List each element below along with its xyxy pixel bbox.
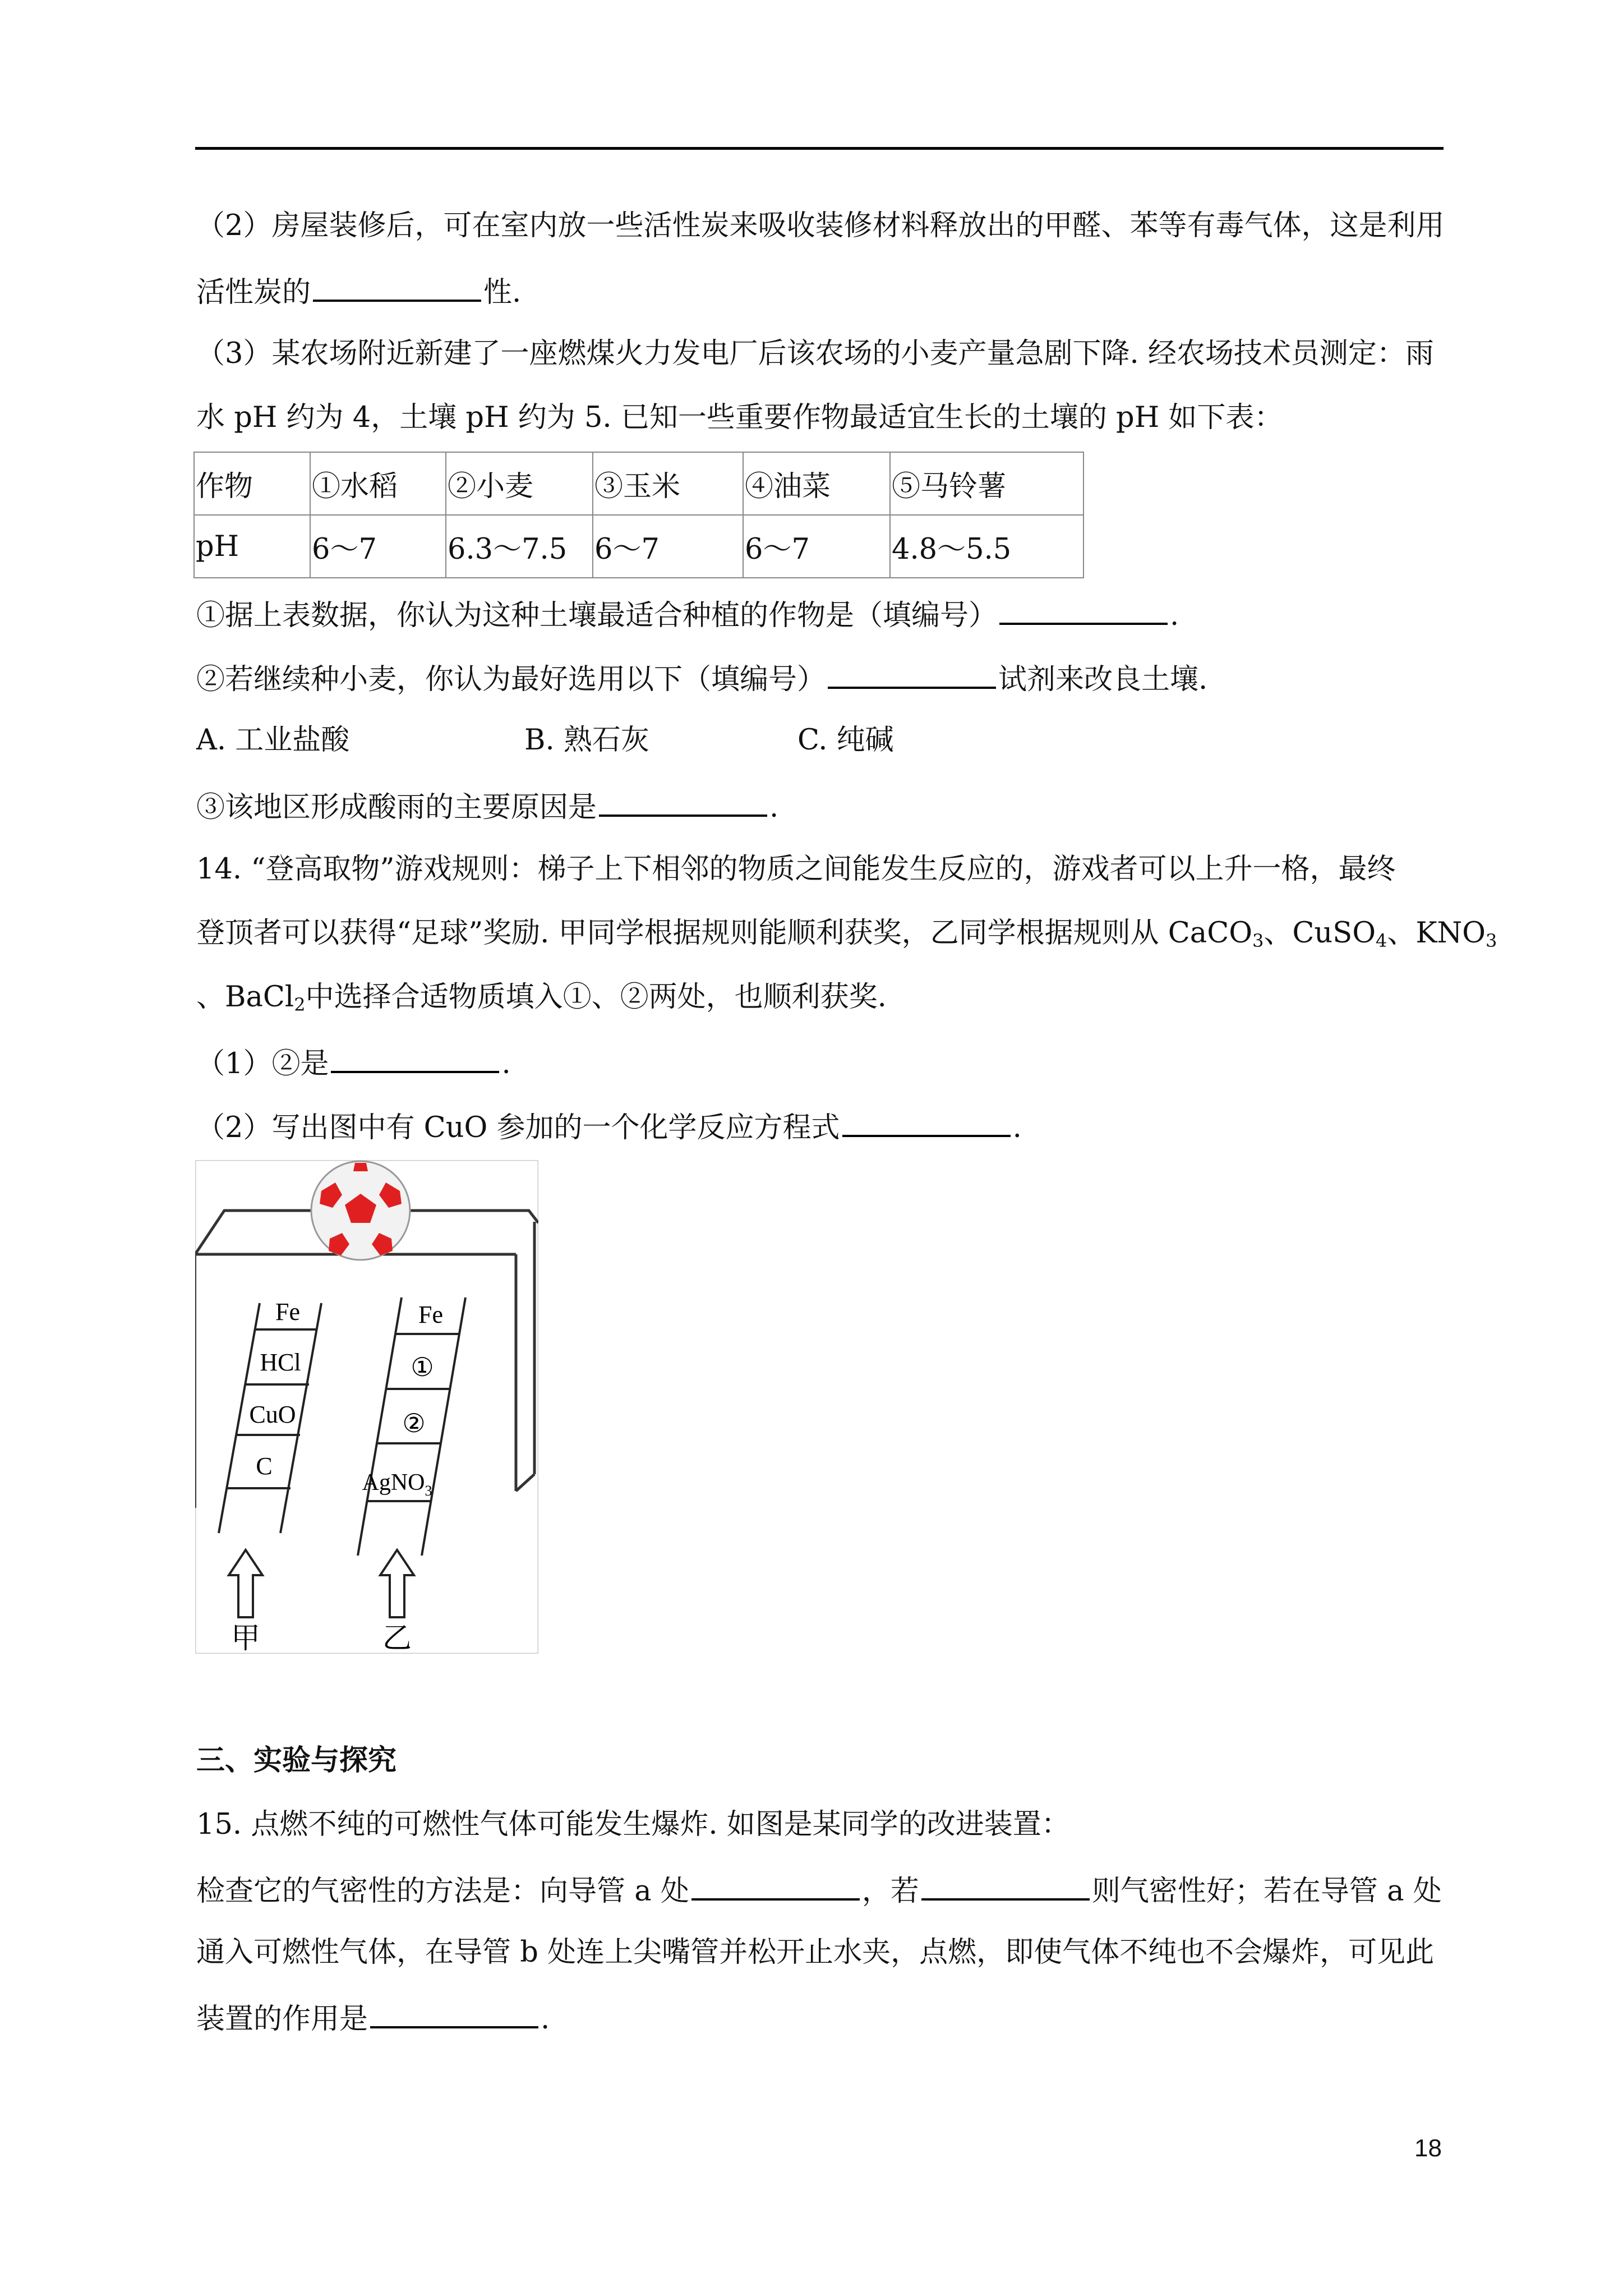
table-cell: ③玉米 (593, 452, 743, 515)
q15-line1: 15. 点燃不纯的可燃性气体可能发生爆炸. 如图是某同学的改进装置： (196, 1808, 1070, 1841)
answer-blank[interactable] (828, 657, 996, 689)
table-cell: 6～7 (593, 515, 743, 578)
answer-blank[interactable] (313, 270, 481, 302)
ladder-label: AgNO$_3$ (362, 1470, 432, 1499)
person-label: 乙 (382, 1622, 412, 1654)
table-cell: 4.8～5.5 (890, 515, 1083, 578)
q14-sub2: （2）写出图中有 CuO 参加的一个化学反应方程式 . (196, 1106, 1022, 1148)
q15-line4: 装置的作用是 . (196, 1997, 550, 2039)
table-cell: ⑤马铃薯 (890, 452, 1083, 515)
answer-blank[interactable] (842, 1106, 1011, 1137)
q13-sub1: ①据上表数据，你认为这种土壤最适合种植的作物是（填编号） . (196, 593, 1179, 636)
answer-blank[interactable] (599, 785, 767, 817)
ph-table (193, 452, 1084, 578)
table-cell: 6～7 (310, 515, 446, 578)
person-label: 甲 (230, 1622, 261, 1654)
soccer-ball-icon (311, 1161, 410, 1260)
table-row (194, 515, 1083, 578)
answer-blank[interactable] (921, 1869, 1090, 1901)
q14-line2: 登顶者可以获得“足球”奖励. 甲同学根据规则能顺利获奖，乙同学根据规则从 CaCO$_3$、CuSO$_4$、$KNO_3$ (196, 917, 1497, 951)
table-cell: ①水稻 (310, 452, 446, 515)
answer-blank[interactable] (691, 1869, 860, 1901)
q13-p3-line2: 水 pH 约为 4，土壤 pH 约为 5. 已知一些重要作物最适宜生长的土壤的 pH 如下表： (196, 401, 1283, 434)
ladder-label: Fe (275, 1298, 300, 1326)
table-cell: pH (194, 515, 310, 578)
table-row (194, 452, 1083, 515)
header-rule (195, 147, 1444, 150)
option-a: A. 工业盐酸 (196, 724, 350, 757)
q13-sub3: ③该地区形成酸雨的主要原因是 . (196, 785, 778, 827)
table-cell: ④油菜 (743, 452, 890, 515)
table-cell: 作物 (194, 452, 310, 515)
q14-line1: 14. “登高取物”游戏规则：梯子上下相邻的物质之间能发生反应的，游戏者可以上升一格，最终 (196, 853, 1396, 886)
table-cell: ②小麦 (446, 452, 593, 515)
answer-blank[interactable] (331, 1042, 499, 1073)
option-b: B. 熟石灰 (524, 724, 649, 757)
ladder-label: Fe (418, 1301, 443, 1328)
ladder-label: ① (411, 1352, 434, 1382)
table-cell: 6.3～7.5 (446, 515, 593, 578)
table-cell: 6～7 (743, 515, 890, 578)
section-heading: 三、实验与探究 (196, 1744, 397, 1777)
q13-p2-line1: （2）房屋装修后，可在室内放一些活性炭来吸收装修材料释放出的甲醛、苯等有毒气体，这是利用 (196, 209, 1445, 242)
ladder-game-figure (195, 1160, 538, 1654)
option-c: C. 纯碱 (797, 724, 894, 757)
answer-blank[interactable] (370, 1997, 538, 2028)
q14-sub1: （1）②是 . (196, 1042, 511, 1084)
ladder-label: C (256, 1452, 273, 1480)
page-number: 18 (1414, 2134, 1442, 2162)
q13-p2-line2: 活性炭的 性. (196, 270, 521, 312)
q15-line2: 检查它的气密性的方法是：向导管 a 处 ，若 则气密性好；若在导管 a 处 (196, 1869, 1442, 1911)
ladder-label: ② (402, 1408, 426, 1438)
q13-p3-line1: （3）某农场附近新建了一座燃煤火力发电厂后该农场的小麦产量急剧下降. 经农场技术员测定：雨 (196, 337, 1434, 370)
answer-blank[interactable] (999, 593, 1168, 625)
ladder-label: HCl (260, 1349, 301, 1376)
q13-sub2: ②若继续种小麦，你认为最好选用以下（填编号） 试剂来改良土壤. (196, 657, 1207, 700)
q14-line3: 、BaCl$_2$中选择合适物质填入①、②两处，也顺利获奖. (196, 981, 887, 1015)
ladder-label: CuO (249, 1401, 296, 1428)
q15-line3: 通入可燃性气体，在导管 b 处连上尖嘴管并松开止水夹，点燃，即使气体不纯也不会爆炸，可见此 (196, 1936, 1435, 1969)
